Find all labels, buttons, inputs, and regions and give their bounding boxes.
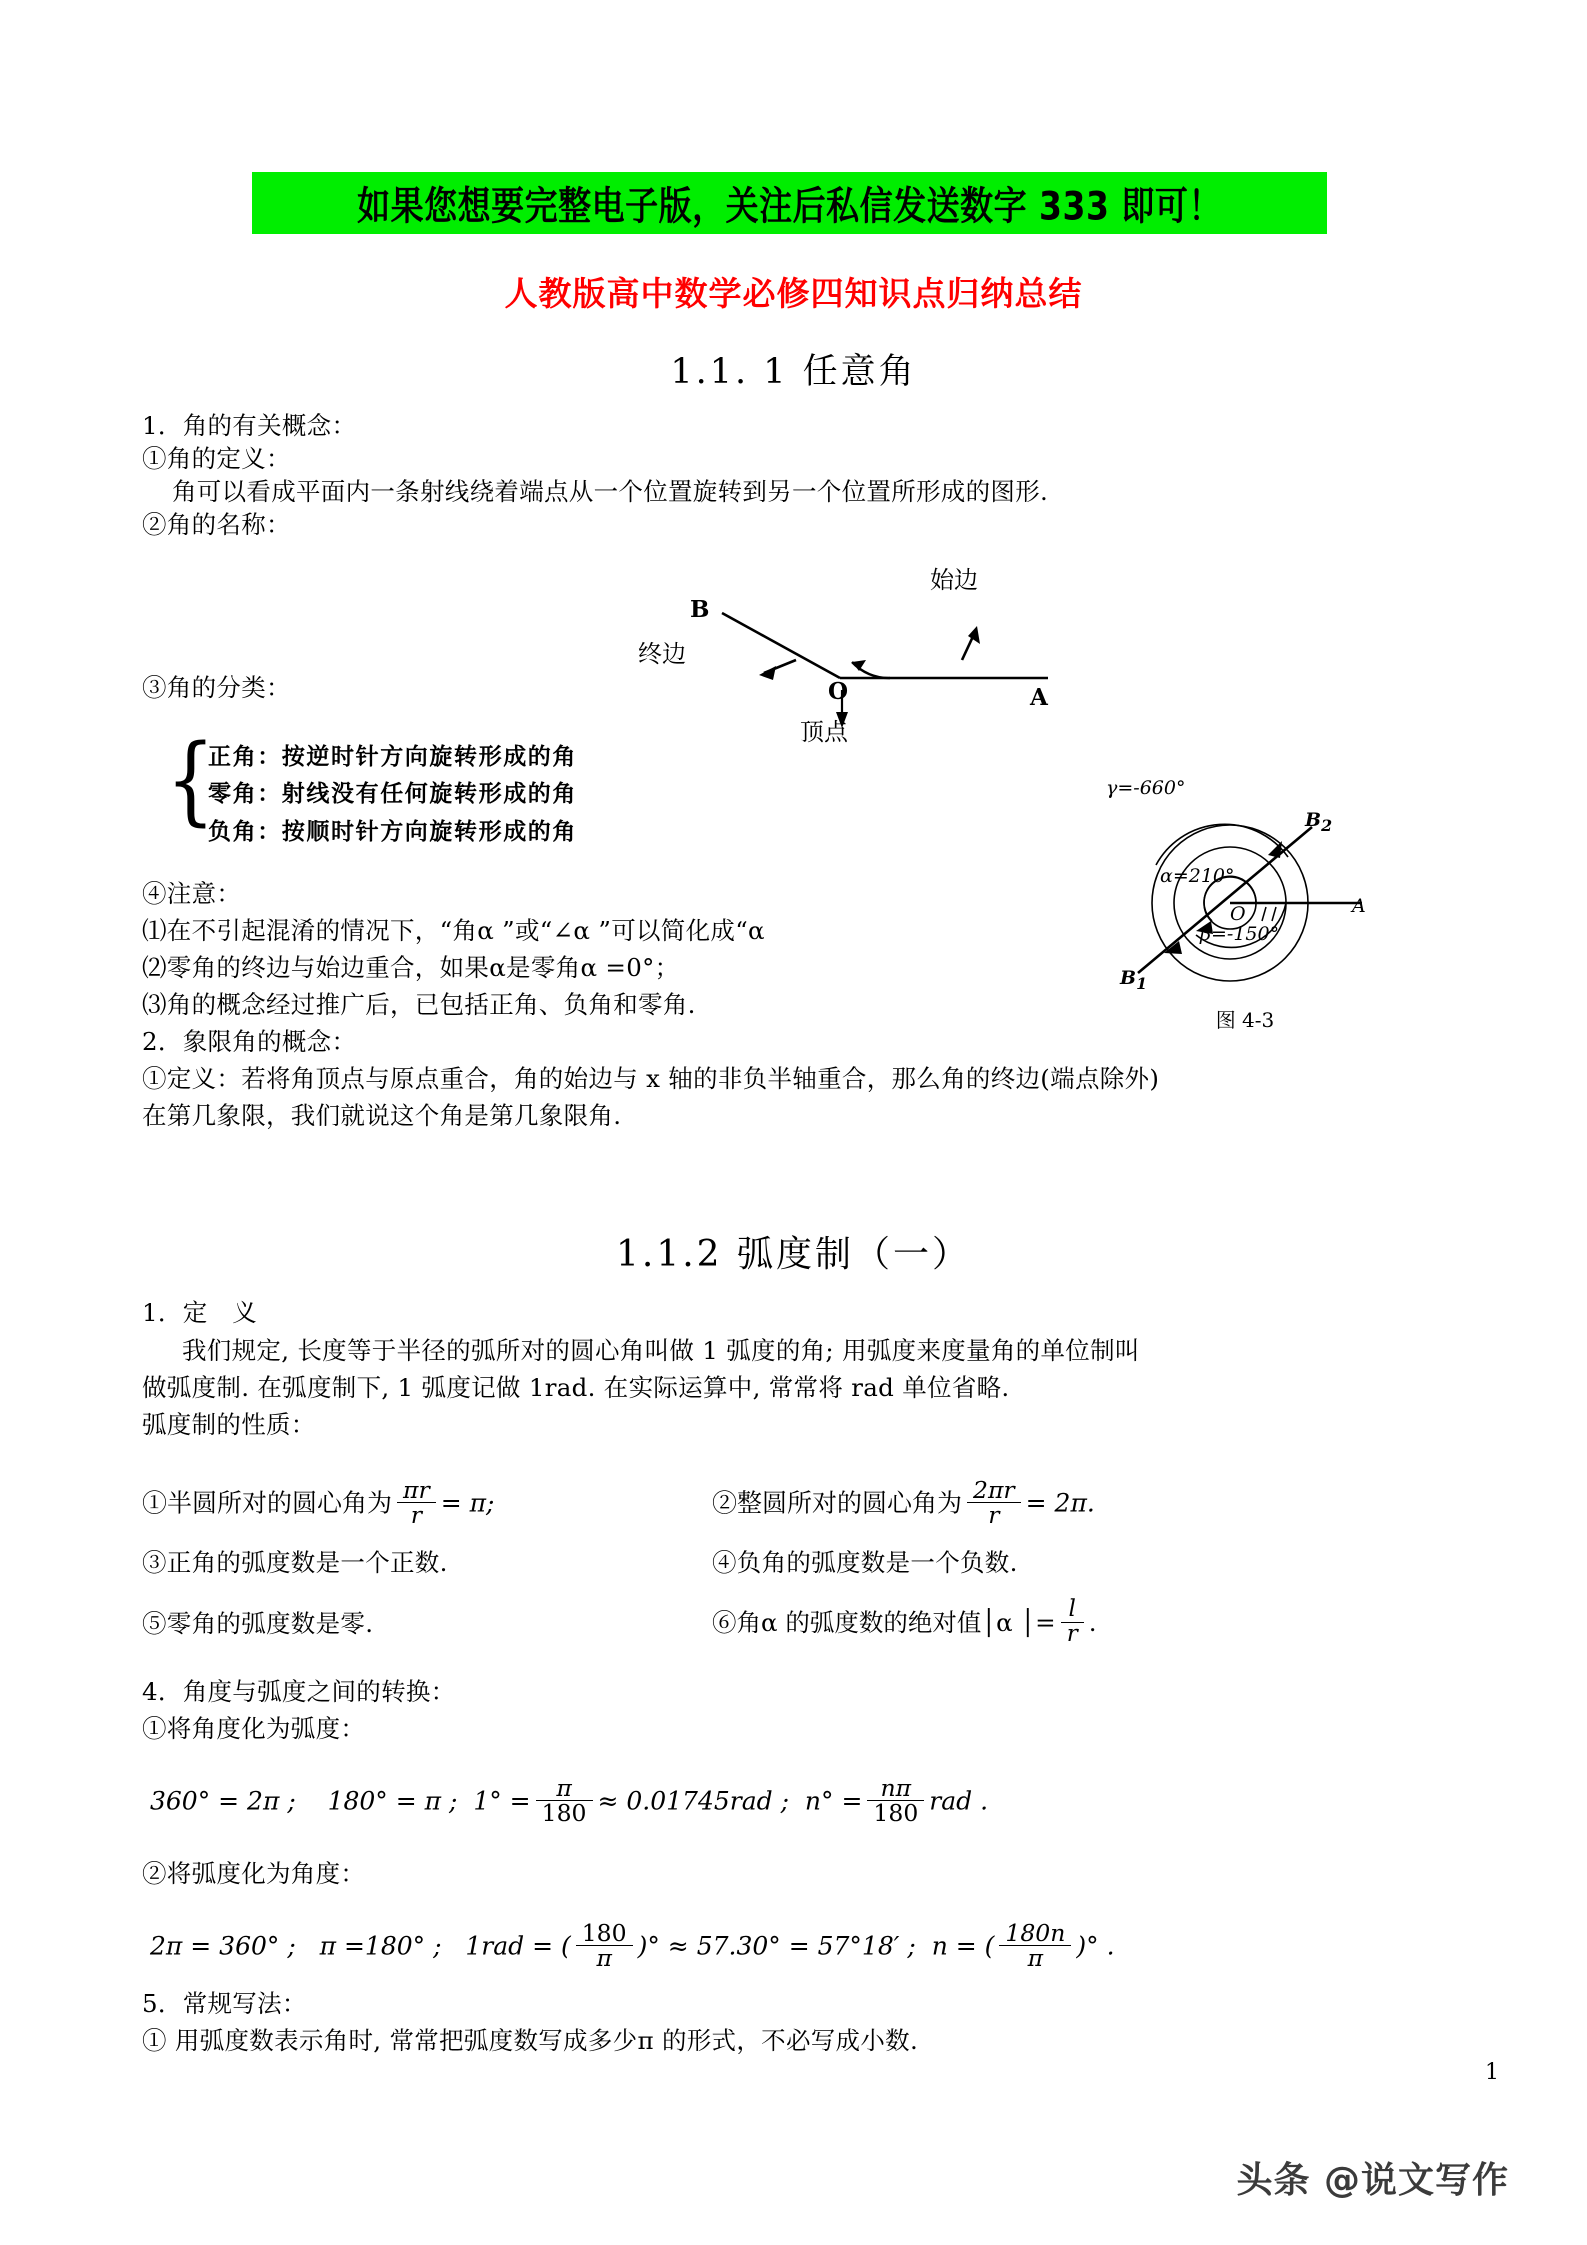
angle-classification-list: [208, 738, 577, 850]
conv1-e: n° =: [804, 1786, 863, 1816]
property-1: [142, 1476, 495, 1530]
figure-4-3: [1100, 755, 1390, 1025]
angle-label-A: A: [1030, 684, 1048, 711]
property-5: ⑤零角的弧度数是零.: [142, 1609, 374, 1638]
conversion-deg-to-rad: [150, 1774, 989, 1828]
property-1-fraction: $\frac{\pi r}{r}$: [397, 1478, 436, 1528]
conv1-fraction-2: $\frac{n\pi}{180}$: [867, 1776, 924, 1826]
conv1-label: ①将角度化为弧度：: [142, 1714, 366, 1743]
property-2-prefix: ②整圆所对的圆心角为: [712, 1488, 963, 1518]
classification-item-zero: 零角：射线没有任何旋转形成的角: [208, 780, 577, 808]
section-heading-2: 1.1.2 弧度制（一）: [615, 1234, 972, 1275]
property-2-fraction: $\frac{2\pi r}{r}$: [967, 1478, 1021, 1528]
property-6-fraction: $\frac{l}{r}$: [1061, 1598, 1084, 1647]
conv1-d: ≈ 0.01745rad ;: [597, 1786, 790, 1816]
figure-4-3-label-A: A: [1352, 895, 1366, 917]
s1-line-6: ④注意：: [142, 879, 242, 908]
conv2-b: π =180° ;: [319, 1931, 442, 1961]
angle-label-initial-side: 始边: [930, 566, 978, 594]
property-2-suffix: = 2π.: [1025, 1488, 1095, 1518]
conv1-a: 360° = 2π ;: [150, 1786, 296, 1816]
figure-4-3-label-B1: $B_1$: [1120, 967, 1148, 993]
figure-4-3-label-B2: $B_2$: [1305, 809, 1333, 835]
property-2: [712, 1476, 1095, 1530]
conv2-d: )° ≈ 57.30° = 57°18′ ;: [637, 1931, 916, 1961]
s1-line-1: 1．角的有关概念：: [142, 411, 357, 440]
classification-item-negative: 负角：按顺时针方向旋转形成的角: [208, 817, 577, 845]
property-4: ④负角的弧度数是一个负数.: [712, 1548, 1018, 1577]
page-number: 1: [1485, 2060, 1499, 2085]
s1-line-3: 角可以看成平面内一条射线绕着端点从一个位置旋转到另一个位置所形成的图形.: [172, 477, 1049, 506]
angle-classification-block: [160, 724, 780, 850]
property-6-prefix: ⑥角α 的弧度数的绝对值│α │=: [712, 1607, 1056, 1637]
s1-line-5: ③角的分类：: [142, 673, 291, 702]
angle-figure: [638, 566, 1120, 746]
property-1-prefix: ①半圆所对的圆心角为: [142, 1488, 393, 1518]
s2-line-4: 5．常规写法：: [142, 1989, 307, 2018]
angle-label-vertex: 顶点: [800, 718, 848, 746]
figure-4-3-label-beta: β=-150°: [1200, 923, 1280, 945]
s2-line-3: 4．角度与弧度之间的转换：: [142, 1677, 456, 1706]
property-3: ③正角的弧度数是一个正数.: [142, 1548, 448, 1577]
conv2-label: ②将弧度化为角度：: [142, 1859, 366, 1888]
conv1-c: 1° =: [473, 1786, 531, 1816]
s1-quadrant-1: ①定义：若将角顶点与原点重合，角的始边与 x 轴的非负半轴重合，那么角的终边(端点除外): [142, 1064, 1160, 1093]
conv2-e: n = (: [931, 1931, 995, 1961]
promo-banner: [252, 172, 1327, 234]
s1-note-2: ⑵零角的终边与始边重合，如果α是零角α =0°；: [142, 953, 680, 982]
s2-rule-1: ① 用弧度数表示角时, 常常把弧度数写成多少π 的形式，不必写成小数.: [142, 2026, 919, 2055]
figure-4-3-caption: 图 4-3: [1215, 1008, 1275, 1032]
s1-note-1: ⑴在不引起混淆的情况下，“角α ”或“∠α ”可以简化成“α: [142, 916, 765, 945]
conv2-fraction-2: $\frac{180n}{\pi}$: [999, 1921, 1071, 1971]
conv1-b: 180° = π ;: [327, 1786, 458, 1816]
conv2-a: 2π = 360° ;: [150, 1931, 296, 1961]
s2-def-2: 做弧度制. 在弧度制下, 1 弧度记做 1rad. 在实际运算中, 常常将 rad 单位省略.: [142, 1373, 1010, 1402]
property-6-suffix: .: [1088, 1607, 1097, 1637]
property-6: [712, 1596, 1097, 1649]
conv1-f: rad .: [929, 1786, 989, 1816]
angle-label-B: B: [690, 596, 710, 623]
conv2-c: 1rad = (: [465, 1931, 571, 1961]
angle-label-terminal-side: 终边: [638, 640, 686, 668]
conversion-rad-to-deg: [150, 1919, 1115, 1973]
property-1-suffix: = π;: [440, 1488, 495, 1518]
conv1-fraction-1: $\frac{\pi}{180}$: [536, 1776, 593, 1826]
angle-label-O: O: [828, 678, 849, 705]
s2-def-1: 我们规定, 长度等于半径的弧所对的圆心角叫做 1 弧度的角; 用弧度来度量角的单位制叫: [182, 1336, 1140, 1365]
s1-line-7: 2．象限角的概念：: [142, 1027, 357, 1056]
section-heading-1: 1.1. 1 任意角: [670, 352, 917, 392]
document-title: 人教版高中数学必修四知识点归纳总结: [504, 274, 1083, 313]
figure-4-3-label-O: O: [1230, 903, 1246, 925]
watermark: 头条 @说文写作: [1236, 2160, 1509, 2201]
promo-banner-text: 如果您想要完整电子版，关注后私信发送数字 333 即可！: [357, 182, 1222, 229]
s2-line-1: 1．定 义: [142, 1298, 258, 1327]
s1-quadrant-2: 在第几象限，我们就说这个角是第几象限角.: [142, 1101, 622, 1130]
s1-note-3: ⑶角的概念经过推广后，已包括正角、负角和零角.: [142, 990, 696, 1019]
angle-figure-svg: [700, 572, 1120, 732]
s1-line-4: ②角的名称：: [142, 510, 291, 539]
conv2-f: )° .: [1076, 1931, 1115, 1961]
conv2-fraction-1: $\frac{180}{\pi}$: [576, 1921, 633, 1971]
classification-item-positive: 正角：按逆时针方向旋转形成的角: [208, 743, 577, 770]
brace-icon: {: [166, 724, 215, 836]
s1-line-2: ①角的定义：: [142, 444, 291, 473]
figure-4-3-label-alpha: α=210°: [1160, 865, 1235, 887]
s2-line-2: 弧度制的性质：: [142, 1410, 316, 1439]
figure-4-3-label-gamma: γ=-660°: [1106, 777, 1186, 799]
